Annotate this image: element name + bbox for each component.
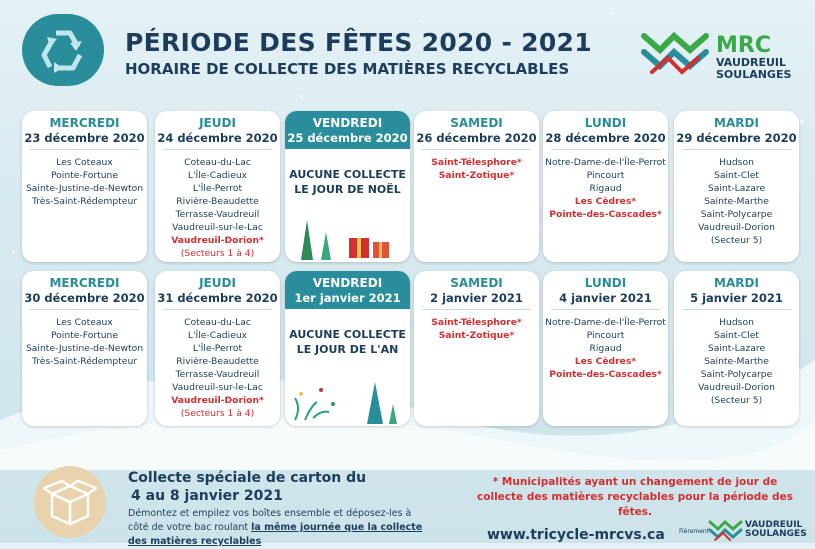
municipality-list [22,316,147,368]
asterisk-note: * Municipalités ayant un changement de jour de collecte des matières recyclables pour la période des fêtes. [477,476,793,518]
day-card [674,111,799,262]
municipality-list [155,156,280,260]
municipality-list [674,156,799,247]
mrc-name: MRC [716,33,771,58]
municipality-item: Sainte-Justine-de-Newton [25,183,144,194]
recycle-logo [22,14,104,86]
day-date: 2 janvier 2021 [430,291,523,305]
day-name: JEUDI [199,276,236,290]
day-card [674,271,799,426]
day-card [22,111,147,262]
municipality-item: Pincourt [586,330,625,341]
card-header [543,271,668,305]
day-date: 1er janvier 2021 [294,291,401,305]
day-date: 25 décembre 2020 [287,131,408,145]
municipality-item: L'Île-Perrot [192,343,243,354]
municipality-item: Rigaud [589,343,622,354]
divider [422,309,531,310]
municipality-list [155,316,280,420]
municipality-item: Les Cèdres* [574,196,637,207]
municipality-item: Pointe-des-Cascades* [549,209,662,220]
municipality-item: Saint-Polycarpe [700,209,773,220]
day-name: MERCREDI [49,276,120,290]
website-link[interactable]: www.tricycle-mrcvs.ca [487,527,665,543]
day-card [22,271,147,426]
municipality-list [543,316,668,381]
divider [163,309,272,310]
divider [422,149,531,150]
card-header [674,111,799,145]
card-header [414,111,539,145]
card-header [155,111,280,145]
day-date: 31 décembre 2020 [157,291,278,305]
footer-mrc-logo [707,516,747,542]
municipality-item: Saint-Télesphore* [431,317,522,328]
divider [163,149,272,150]
municipality-item: Saint-Zotique* [438,330,515,341]
municipality-item: Rigaud [589,183,622,194]
municipality-item: Les Coteaux [56,157,113,168]
day-name: SAMEDI [450,276,503,290]
municipality-item: (Secteur 5) [710,395,763,406]
day-name: JEUDI [199,116,236,130]
day-name: VENDREDI [312,116,383,130]
municipality-item: L'Île-Cadieux [187,170,248,181]
municipality-item: Vaudreuil-Dorion* [171,395,264,406]
municipality-item: Vaudreuil-sur-le-Lac [172,222,263,233]
municipality-item: Sainte-Marthe [704,356,769,367]
day-date: 30 décembre 2020 [24,291,145,305]
municipality-item: Notre-Dame-de-l'Île-Perrot [545,317,666,328]
no-collection-line: LE JOUR DE NOËL [294,183,401,196]
municipality-item: Saint-Polycarpe [700,369,773,380]
footer-org-name: VAUDREUIL SOULANGES [745,520,807,539]
day-name: MARDI [714,276,759,290]
municipality-list [543,156,668,221]
municipality-item: Hudson [719,317,754,328]
municipality-item: Saint-Clet [714,330,759,341]
municipality-item: Pointe-Fortune [50,330,119,341]
municipality-item: Sainte-Justine-de-Newton [25,343,144,354]
card-header [22,271,147,305]
municipality-list [414,316,539,342]
municipality-item: Notre-Dame-de-l'Île-Perrot [545,157,666,168]
municipality-item: Terrasse-Vaudreuil [175,369,260,380]
page-title: PÉRIODE DES FÊTES 2020 - 2021 [125,28,592,57]
municipality-item: (Secteurs 1 à 4) [180,248,255,259]
divider [551,149,660,150]
christmas-decoration [285,210,410,262]
day-card [285,271,410,426]
day-card [543,271,668,426]
card-header [155,271,280,305]
no-collection-line: AUCUNE COLLECTE [289,168,406,181]
municipality-item: Saint-Télesphore* [431,157,522,168]
day-name: LUNDI [584,276,627,290]
day-card [543,111,668,262]
day-date: 23 décembre 2020 [24,131,145,145]
cardboard-box-logo [34,466,106,538]
new-year-decoration [285,374,410,426]
no-collection-message [285,167,410,197]
municipality-item: Pointe-Fortune [50,170,119,181]
box-icon [34,466,106,538]
municipality-list [22,156,147,208]
municipality-item: L'Île-Perrot [192,183,243,194]
no-collection-message [285,327,410,357]
day-card [414,111,539,262]
special-collection-text: Démontez et empilez vos boîtes ensemble et déposez-les à côté de votre bac roulant la même journée que la collecte des matières recyclables [128,508,423,547]
municipality-list [414,156,539,182]
municipality-item: Sainte-Marthe [704,196,769,207]
municipality-item: Saint-Lazare [707,343,766,354]
no-collection-line: LE JOUR DE L'AN [296,343,399,356]
municipality-item: Saint-Zotique* [438,170,515,181]
day-date: 28 décembre 2020 [545,131,666,145]
municipality-item: Hudson [719,157,754,168]
municipality-item: (Secteurs 1 à 4) [180,408,255,419]
municipality-item: Vaudreuil-Dorion [698,382,775,393]
divider [551,309,660,310]
municipality-item: (Secteur 5) [710,235,763,246]
municipality-item: Très-Saint-Rédempteur [31,356,138,367]
footer-fierement: Fièrement [679,528,710,535]
day-name: LUNDI [584,116,627,130]
municipality-item: Les Cèdres* [574,356,637,367]
no-collection-line: AUCUNE COLLECTE [289,328,406,341]
divider [682,149,791,150]
card-header [285,111,410,149]
day-date: 26 décembre 2020 [416,131,537,145]
card-header [414,271,539,305]
page-subtitle: HORAIRE DE COLLECTE DES MATIÈRES RECYCLABLES [125,60,570,78]
day-card [155,271,280,426]
municipality-item: Coteau-du-Lac [184,317,251,328]
day-name: MERCREDI [49,116,120,130]
day-date: 5 janvier 2021 [690,291,783,305]
municipality-item: Vaudreuil-Dorion* [171,235,264,246]
day-card [414,271,539,426]
day-card [155,111,280,262]
divider [682,309,791,310]
card-header [674,271,799,305]
day-name: MARDI [714,116,759,130]
day-name: SAMEDI [450,116,503,130]
municipality-item: Vaudreuil-Dorion [698,222,775,233]
municipality-item: Très-Saint-Rédempteur [31,196,138,207]
municipality-item: Les Coteaux [56,317,113,328]
municipality-item: Vaudreuil-sur-le-Lac [172,382,263,393]
municipality-item: Coteau-du-Lac [184,157,251,168]
day-date: 29 décembre 2020 [676,131,797,145]
day-date: 4 janvier 2021 [559,291,652,305]
special-collection-title: Collecte spéciale de carton du 4 au 8 janvier 2021 [128,470,367,504]
divider [30,149,139,150]
day-card [285,111,410,262]
municipality-item: Pointe-des-Cascades* [549,369,662,380]
municipality-item: Pincourt [586,170,625,181]
municipality-list [674,316,799,407]
card-header [543,111,668,145]
municipality-item: Saint-Lazare [707,183,766,194]
recycle-icon [36,25,90,75]
mrc-subname: VAUDREUIL SOULANGES [716,56,792,81]
municipality-item: Rivière-Beaudette [176,196,259,207]
day-date: 24 décembre 2020 [157,131,278,145]
card-header [285,271,410,309]
day-name: VENDREDI [312,276,383,290]
municipality-item: Saint-Clet [714,170,759,181]
municipality-item: Terrasse-Vaudreuil [175,209,260,220]
card-header [22,111,147,145]
divider [30,309,139,310]
municipality-item: L'Île-Cadieux [187,330,248,341]
municipality-item: Rivière-Beaudette [176,356,259,367]
